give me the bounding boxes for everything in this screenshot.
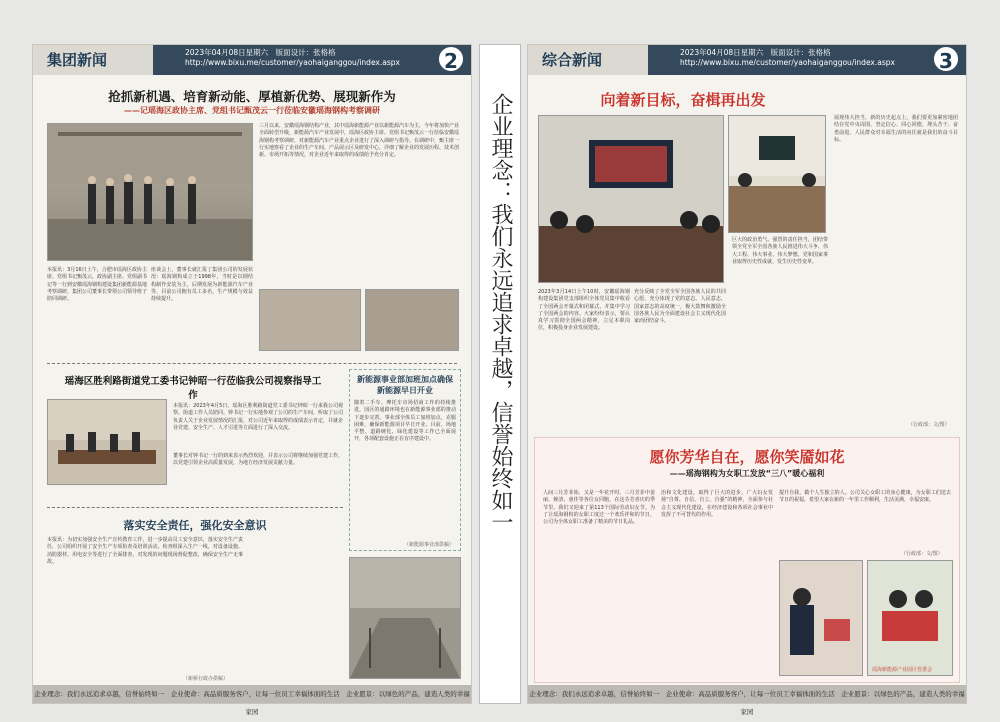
video-conference-photo [538, 115, 724, 283]
article2-title: 瑶海区胜利路街道党工委书记钟昭一行莅临我公司视察指导工作 [64, 376, 322, 401]
meeting-room-illustration [729, 116, 825, 232]
office-visit-illustration [48, 400, 166, 484]
header-url[interactable]: http://www.bixu.me/customer/yaohaiganggou/index.aspx [680, 58, 895, 67]
gift-photo-1 [779, 560, 863, 676]
article1-col-c: 巨大的政治勇气、强烈的责任担当，团结带领全党全军全国各族人民推进伟大斗争、伟大工程、伟大事业、伟大梦想，党和国家事业取得历史性成就、发生历史性变革。 [732, 237, 828, 265]
article2-headline: 愿你芳华自在，愿你笑靥如花 [649, 448, 845, 466]
article-headline: 抢抓新机遇、培育新动能、厚植新优势、展现新作为 [108, 89, 396, 104]
left-page [32, 44, 472, 716]
article3-title: 新能源事业部加班加点确保新能源早日开业 [357, 375, 453, 395]
article1-sign: （行政部：文/图） [908, 422, 950, 428]
spine-slogan: 企业理念：我们永远追求卓越，信誉始终如一 [488, 93, 513, 533]
article2-subhead: ——瑶海钢构为女职工发放“三八”暖心福利 [669, 469, 825, 478]
section-title: 集团新闻 [33, 45, 153, 75]
page-number: 3 [932, 45, 960, 73]
header-url[interactable]: http://www.bixu.me/customer/yaohaiganggou/index.aspx [185, 58, 400, 67]
article-body-left: 本报讯：3月16日上午，合肥市瑶海区政协主席、党组书记甄茂云，政协副主席、党组副书记等一行到安徽瑶海钢构建设集团新能源基地考察调研，集团公司董事长带领公司领导班子陪同调研。 [47, 267, 148, 303]
article-subhead: ——记瑶海区政协主席、党组书记甄茂云一行莅临安徽瑶海钢构考察调研 [124, 106, 380, 115]
article-body-right: 三月以来，安徽瑶海钢结构产业，其中瑶海新能源产业以新能源汽车为主，今年将加快产业全面转型升级，新能源汽车产业发展中，瑶海区政协主席、党组书记甄茂云一行莅临安徽瑶海钢构考察调研，对新能源汽车产业重点企业进行了深入调研与指导。在调研中，甄主席一行实地察看了企业的生产车间、产品展示区及研发中心，详细了解企业的发展历程、技术创新、市场开拓等情况，对企业近年来取得的成绩给予充分肯定。 [259, 123, 460, 159]
article2-col-a: 人间三月芳菲始，又是一年花开时。三月芳菲中姜丽、婉清、童佳等各位女同胞，在这芬芳喜庆的季节里，我们又迎来了第113个国际劳动妇女节。为了让瑶海钢构的女职工度过一个欢乐祥和的节日，公司为全体女职工准备了精美的节日礼品。 [543, 490, 655, 526]
article2-body: 本报讯：2023年4月5日，瑶海区胜利路街道党工委书记钟昭一行来我公司视察，街道工作人员陪同。钟书记一行实地参观了公司的生产车间，听取了公司负责人关于企业发展情况的汇报，对公司近年来取得的成绩表示肯定，并就企业党建、安全生产、人才引进等方面进行了深入交流。 [173, 403, 344, 431]
article-body-mid: 座谈会上，董事长就汇报了集团公司的发展状况：瑶海钢构成立于1998年，当时是以钢结构制作安装为主，后期发展为新能源汽车产业等，目前公司拥有员工多名，生产规模与效益持续提升。 [151, 267, 253, 303]
article3-body: 随着二手车、摩托车市场招商工作的持续推进，园区的通路环境也在新能源事业部的推动下逐步完善。事业部全体员工加班加点，克服困难，确保新能源项目早日开业。目前，场地平整、道路硬化、绿化建设等工作已全面展开，各项配套设施正在有序建设中。 [354, 400, 456, 443]
new-energy-box [349, 369, 461, 551]
page-header [528, 45, 966, 75]
womens-day-box [534, 437, 960, 683]
article4-title: 落实安全责任，强化安全意识 [123, 519, 267, 532]
right-page [527, 44, 967, 716]
factory-visit-photo [47, 123, 253, 261]
article1-col-b: 充分反映了全党全军全国各族人民的共同心愿，充分体现了党的意志。人民意志，国家意志的高度统一，极大鼓舞和激励全国各族人民为全面建设社会主义现代化国家而团结奋斗。 [634, 289, 726, 325]
meeting-room-photo [728, 115, 826, 233]
gift-photo-2 [867, 560, 953, 676]
article4-sign: （新桥行政办供稿） [183, 676, 229, 682]
page-footer: 企业理念：我们永远追求卓越，信誉始终如一 企业使命：高品质服务客户，让每一位员工幸福体面的生活 企业愿景：以绿色的产品，建造人类的幸福家园 [33, 685, 471, 703]
header-meta [680, 48, 895, 68]
section-title: 综合新闻 [528, 45, 648, 75]
article1-col-d: 展现伟大担当，新的历史起点上，我们要更加紧密地团结在党中央周围，坚定信心、同心同德，埋头苦干、奋勇前进。人民群众对幸福生活的向往就是我们的奋斗目标。 [834, 115, 958, 143]
center-spine [479, 44, 521, 704]
article3-sign: （新能源事业部供稿） [403, 542, 454, 548]
article2-sign: （行政部：文/图） [901, 551, 943, 557]
section-divider-2 [47, 507, 343, 508]
gift-illustration-1 [780, 561, 862, 675]
factory-floor-photo [349, 557, 461, 679]
meeting-photo-1 [259, 289, 361, 351]
header-meta [185, 48, 400, 68]
gift-photo-caption: 瑶海新能源产业园区管委会 [872, 667, 933, 673]
article2-col-b: 治和文化建设，取得了巨大的进步。广大妇女发扬“自尊、自信、自立、自强”的精神，全面参与社会主义现代化建设，在经济建设和各项社会事业中发挥了不可替代的作用。 [661, 490, 773, 518]
page-header [33, 45, 471, 75]
page-footer: 企业理念：我们永远追求卓越，信誉始终如一 企业使命：高品质服务客户，让每一位员工幸福体面的生活 企业愿景：以绿色的产品，建造人类的幸福家园 [528, 685, 966, 703]
section-divider [47, 363, 457, 364]
article2-body-2: 董事长对钟书记一行的到来表示热烈欢迎，并表示公司将继续加强党建工作，以党建引领企业高质量发展，为地方经济发展贡献力量。 [173, 453, 344, 467]
office-visit-photo [47, 399, 167, 485]
header-date: 2023年04月08日星期六 版面设计：张格格 [680, 48, 831, 57]
article2-col-c: 提升自我，做个人生独立的人。公司关心女职工的身心健康，为女职工们送去节日的祝福，希望大家在新的一年里工作顺利，生活美满，幸福安康。 [779, 490, 951, 504]
header-date: 2023年04月08日星期六 版面设计：张格格 [185, 48, 336, 57]
article1-col-a: 2023年3月14日上午10时，安徽瑶海钢构建设集团党支部组织全体党员集中收看了全国两会开幕式和闭幕式，并集中学习了全国两会的内容。大家纷纷表示，要认真学习贯彻全国两会精神，立足本职岗位，积极投身企业发展建设。 [538, 289, 630, 332]
factory-floor-illustration [350, 558, 460, 678]
article4-body: 本报讯：为切实加强安全生产宣传教育工作，进一步提高员工安全意识，落实安全生产责任，公司组织开展了安全生产专项检查及培训活动。检查组深入生产一线，对设备设施、消防器材、用电安全等进行了全面排查，对发现的问题现场督促整改，确保安全生产无事故。 [47, 537, 243, 565]
factory-visit-illustration [48, 124, 252, 260]
gift-illustration-2 [868, 561, 952, 675]
conference-illustration [539, 116, 723, 282]
article-headline: 向着新目标，奋楫再出发 [600, 91, 766, 109]
page-number: 2 [437, 45, 465, 73]
meeting-photo-2 [365, 289, 459, 351]
